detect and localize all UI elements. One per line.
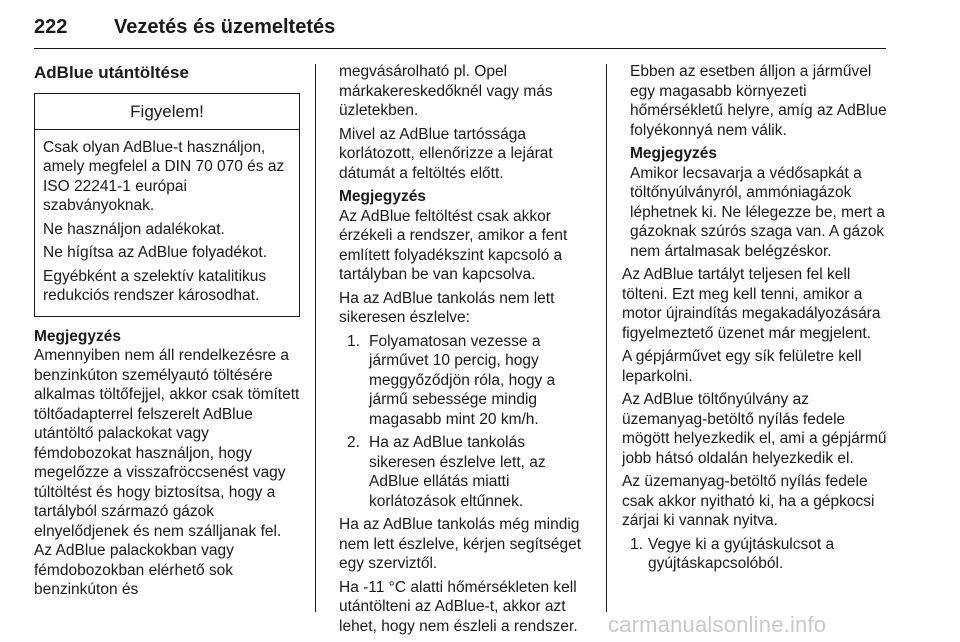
warning-paragraph: Ne használjon adalékokat. — [43, 220, 225, 238]
steps-list — [339, 332, 589, 512]
watermark: carmanualsonline.info — [608, 612, 827, 637]
note-block — [630, 144, 888, 261]
note-text: Amennyiben nem áll rendelkezésre a benzinkúton személyautó töltésére alkalmas töltőfejjel, akkor csak tömített töltőadapterrel felszerelt AdBlue utántöltő palackokat vagy fémdobozokat használjon, hogy megelőzze a visszafröccsenést vagy túltöltést és hogy biztosítsa, hogy a tartályból származó gázok elnyelődjenek és nem szálljanak fel. Az AdBlue palackokban vagy fémdobozokban elérhető sok benzinkúton és — [34, 347, 300, 598]
paragraph: Az AdBlue töltőnyúlvány az üzemanyag-betöltő nyílás fedele mögött helyezkedik el, ami a gépjármű jobb hátsó oldalán helyezkedik el. — [622, 391, 887, 467]
note-block — [339, 187, 589, 285]
warning-paragraph: Csak olyan AdBlue-t használjon, amely megfelel a DIN 70 070 és az ISO 22241-1 európai szabványoknak. — [43, 138, 285, 214]
list-item-text: Vegye ki a gyújtáskulcsot a gyújtáskapcsolóból. — [648, 535, 835, 572]
paragraph: Ha az AdBlue tankolás még mindig nem lett észlelve, kérjen segítséget egy szerviztől. — [339, 516, 582, 572]
note-heading: Megjegyzés — [34, 327, 122, 345]
list-item-text: Folyamatosan vezesse a járművet 10 percig, hogy meggyőződjön róla, hogy a jármű sebessége mindig magasabb mint 20 km/h. — [369, 332, 556, 428]
page-header — [34, 16, 884, 42]
paragraph: megvásárolható pl. Opel márkakereskedőknél vagy más üzletekben. — [339, 63, 553, 119]
section-heading: AdBlue utántöltése — [34, 63, 189, 82]
column-divider-2 — [606, 64, 607, 612]
list-item-number: 2. — [347, 434, 360, 451]
list-item-number: 1. — [347, 332, 360, 350]
paragraph: Ha -11 °C alatti hőmérsékleten kell utántölteni az AdBlue-t, akkor azt lehet, hogy nem észleli a rendszer. — [339, 578, 578, 635]
note-text: Az AdBlue feltöltést csak akkor érzékeli a rendszer, amikor a fent említett folyadékszint kapcsoló a tartályban be van kapcsolva. — [339, 207, 568, 283]
paragraph: Az AdBlue tartályt teljesen fel kell tölteni. Ezt meg kell tenni, amikor a motor újraindítás megakadályozására figyelmeztető üzenet már megjelent. — [622, 266, 881, 342]
paragraph: Az üzemanyag-betöltő nyílás fedele csak akkor nyitható ki, ha a gépkocsi zárjai ki vannak nyitva. — [622, 473, 875, 529]
paragraph: Ha az AdBlue tankolás nem lett sikeresen észlelve: — [339, 289, 555, 326]
page-number: 222 — [34, 16, 68, 38]
list-item — [622, 535, 888, 574]
note-text: Amikor lecsavarja a védősapkát a töltőnyúlványról, ammóniagázok léphetnek ki. Ne lélegezze be, mert a gázoknak szúrós szaga van. A gázok nem ártalmasak belégzéskor. — [630, 164, 886, 260]
note-heading: Megjegyzés — [630, 145, 718, 162]
note-heading: Megjegyzés — [339, 188, 427, 205]
list-item — [339, 433, 589, 511]
paragraph: Mivel az AdBlue tartóssága korlátozott, ellenőrizze a lejárat dátumát a feltöltés előtt. — [339, 125, 553, 182]
warning-title: Figyelem! — [35, 94, 299, 130]
column-3 — [622, 62, 888, 578]
warning-box — [34, 93, 300, 317]
warning-body — [35, 130, 299, 316]
warning-paragraph: Ne hígítsa az AdBlue folyadékot. — [43, 244, 268, 261]
header-rule — [34, 48, 886, 49]
list-item — [339, 332, 589, 430]
chapter-title: Vezetés és üzemeltetés — [114, 16, 336, 38]
column-divider-1 — [315, 64, 316, 612]
paragraph: Ebben az esetben álljon a járművel egy magasabb környezeti hőmérsékletű helyre, amíg az AdBlue folyékonnyá nem válik. — [630, 63, 887, 139]
column-2 — [339, 62, 589, 640]
paragraph: A gépjárművet egy sík felületre kell leparkolni. — [622, 348, 862, 385]
warning-paragraph: Egyébként a szelektív katalitikus redukciós rendszer károsodhat. — [43, 267, 267, 304]
steps-list — [622, 535, 888, 574]
list-item-number: 1. — [630, 535, 643, 553]
list-item-text: Ha az AdBlue tankolás sikeresen észlelve lett, az AdBlue ellátás miatti korlátozások eltűnnek. — [369, 434, 546, 510]
indented-paragraph-block — [622, 62, 888, 261]
note-block — [34, 327, 300, 600]
column-1 — [34, 62, 300, 604]
